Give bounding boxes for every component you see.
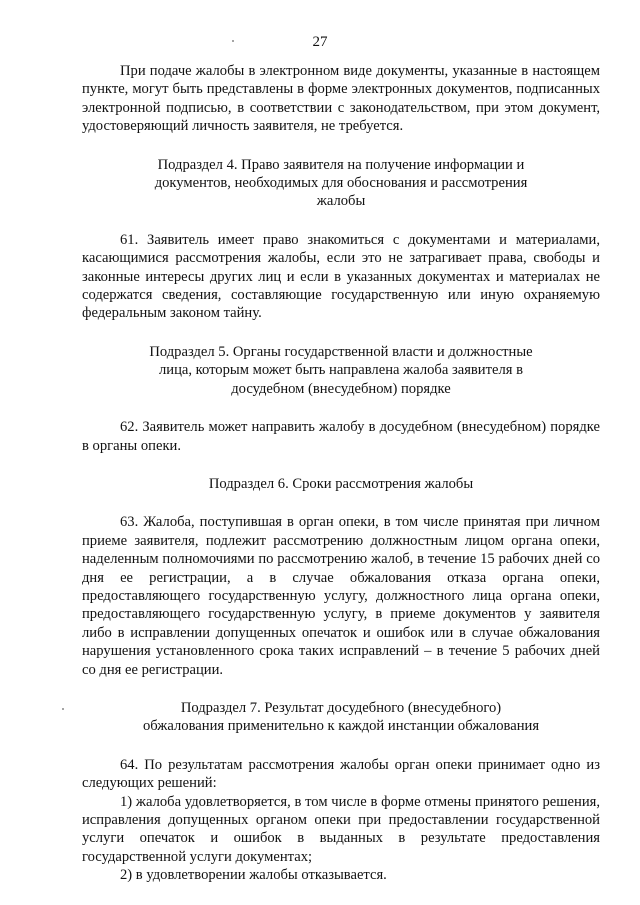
paragraph-intro: При подаче жалобы в электронном виде документы, указанные в настоящем пункте, могут быть представлены в форме электронных документов, подписанных электронной подписью, в соответствии с законодательством, при этом документ, удостоверяющий личность заявителя, не требуется. xyxy=(82,63,600,135)
document-body xyxy=(82,62,600,885)
heading-subsection-4: Подраздел 4. Право заявителя на получение информации и документов, необходимых для обоснования и рассмотрения жалобы xyxy=(154,156,528,210)
paragraph-64-item-2: 2) в удовлетворении жалобы отказывается. xyxy=(120,867,387,884)
paragraph-62: 62. Заявитель может направить жалобу в досудебном (внесудебном) порядке в органы опеки. xyxy=(82,419,600,454)
heading-subsection-7: Подраздел 7. Результат досудебного (внесудебного) обжалования применительно к каждой инстанции обжалования xyxy=(142,699,540,735)
paragraph-63: 63. Жалоба, поступившая в орган опеки, в том числе принятая при личном приеме заявителя, подлежит рассмотрению должностным лицом органа опеки, наделенным полномочиями по рассмотрению жалоб, в течение 15 рабочих дней со дня ее регистрации, а в случае обжалования отказа органа опеки, предоставляющего государственную услугу, должностного лица органа опеки, предоставляющего государственную услугу, в приеме документов у заявителя либо в исправлении допущенных опечаток и ошибок или в случае обжалования нарушения установленного срока таких исправлений – в течение 5 рабочих дней со дня ее регистрации. xyxy=(82,514,600,678)
paragraph-64-item-1: 1) жалоба удовлетворяется, в том числе в форме отмены принятого решения, исправления допущенных органом опеки при предоставлении государственной услуги опечаток и ошибок в выданных в результате предоставления государственной услуги документах; xyxy=(82,793,600,865)
paragraph-64: 64. По результатам рассмотрения жалобы орган опеки принимает одно из следующих решений: xyxy=(82,756,600,792)
heading-subsection-6: Подраздел 6. Сроки рассмотрения жалобы xyxy=(208,475,474,492)
page-number: 27 xyxy=(312,34,328,50)
scan-speck xyxy=(232,40,234,42)
paragraph-61: 61. Заявитель имеет право знакомиться с документами и материалами, касающимися рассмотрения жалобы, если это не затрагивает права, свободы и законные интересы других лиц и если в указанных документах и материалах не содержатся сведения, составляющие государственную или иную охраняемую федеральным законом тайну. xyxy=(82,231,600,322)
heading-subsection-5: Подраздел 5. Органы государственной власти и должностные лица, которым может быть направлена жалоба заявителя в досудебном (внесудебном) порядке xyxy=(149,343,533,397)
scan-speck xyxy=(62,708,64,710)
